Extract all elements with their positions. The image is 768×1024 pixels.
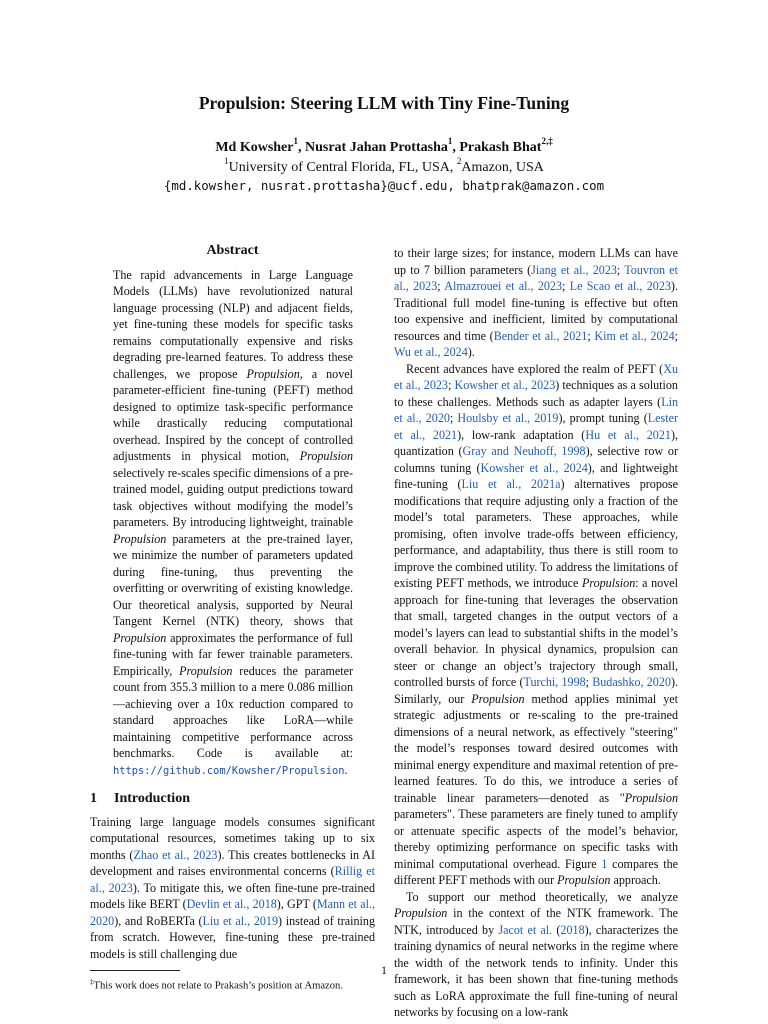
citation-link[interactable]: Jiang et al., 2023: [531, 262, 617, 277]
citation-link[interactable]: Devlin et al., 2018: [186, 897, 277, 911]
text-run: parameters at the pre-trained layer, we minimize the number of parameters updated during fine-tuning, thus preventing the overfitting or overwriting of existing knowledge. Our theoretical analysis, supported by Neural Tangent Kernel (NTK) theory, shows that: [113, 531, 353, 628]
emphasis-text: Propulsion: [299, 449, 353, 463]
emphasis-text: Propulsion: [557, 873, 611, 887]
text-run: , a novel parameter-efficient fine-tuning (PEFT) method designed to optimize task-specific performance while drastically reducing computational overhead. Inspired by the concept of controlled adjustments in physical motion,: [113, 366, 353, 463]
text-run: ;: [447, 378, 455, 392]
right-column: [394, 245, 678, 1021]
text-run: ), low-rank adaptation (: [457, 427, 586, 442]
text-run: in the context of the NTK framework. The NTK, introduced by: [394, 906, 678, 937]
text-run: ;: [585, 675, 593, 689]
citation-link[interactable]: Turchi, 1998: [523, 675, 586, 689]
body-paragraph: [394, 245, 678, 361]
citation-link[interactable]: Zhao et al., 2023: [133, 847, 218, 862]
citation-link[interactable]: Xu et al., 2023: [394, 361, 678, 392]
author-affiliation-mark: 1: [293, 136, 298, 147]
emphasis-text: Propulsion: [113, 531, 167, 546]
citation-link[interactable]: Hu et al., 2021: [585, 427, 671, 442]
emphasis-text: Propulsion: [113, 630, 167, 645]
emphasis-text: Propulsion: [471, 691, 525, 706]
text-run: compares the different PEFT methods with our: [394, 856, 678, 887]
intro-paragraph: [90, 814, 375, 963]
author-affiliation-mark: 2,‡: [541, 136, 553, 147]
citation-link[interactable]: Wu et al., 2024: [394, 345, 468, 359]
citation-link[interactable]: Kowsher et al., 2023: [454, 378, 556, 392]
footnote-mark: ‡: [90, 978, 94, 986]
affiliations: [0, 156, 768, 176]
citation-link[interactable]: Mann et al., 2020: [90, 897, 375, 928]
affiliation-text: Amazon, USA: [461, 160, 544, 175]
body-paragraph: [394, 361, 678, 889]
text-run: ), and RoBERTa (: [114, 913, 203, 928]
text-run: (: [552, 922, 561, 937]
text-run: ;: [616, 262, 625, 277]
citation-link[interactable]: Lin et al., 2020: [394, 394, 678, 425]
emphasis-text: Propulsion: [581, 576, 636, 590]
text-run: Recent advances have explored the realm of PEFT (: [406, 361, 664, 376]
text-run: ), GPT (: [276, 897, 317, 911]
citation-link[interactable]: Kim et al., 2024: [594, 328, 675, 343]
citation-link[interactable]: Almazrouei et al., 2023: [444, 279, 563, 293]
text-run: ) alternatives propose modifications that require adjusting only a fraction of the model’s total parameters. These approaches, while promising, often involve trade-offs between efficiency, performance, and adaptability, thus there is still room to improve the combined utility. To address the limitations of existing PEFT methods, we introduce: [394, 477, 678, 590]
citation-link[interactable]: 2018: [560, 922, 585, 937]
text-run: ), quantization (: [394, 427, 678, 458]
citation-link[interactable]: Bender et al., 2021: [493, 328, 588, 343]
left-column: [90, 243, 375, 994]
citation-link[interactable]: Lester et al., 2021: [394, 411, 678, 442]
citation-link[interactable]: Liu et al., 2019: [202, 913, 279, 928]
text-run: The rapid advancements in Large Language Models (LLMs) have revolutionized natural language processing (NLP) and adjacent fields, yet fine-tuning these models for specific tasks remains computationally expensive and risks degrading pre-learned features. To address these challenges, we propose: [113, 267, 353, 381]
text-run: reduces the parameter count from 355.3 million to a mere 0.086 million—achieving over a 10x reduction compared to standard approaches like LoRA—while maintaining competitive performance across benchmarks. Code is available at:: [113, 663, 353, 760]
citation-link[interactable]: Rillig et al., 2023: [90, 864, 376, 895]
emphasis-text: Propulsion: [179, 663, 233, 678]
text-run: ;: [674, 328, 678, 343]
author-emails: {md.kowsher, nusrat.prottasha}@ucf.edu, bhatprak@amazon.com: [163, 178, 605, 193]
affiliation-mark: 1: [224, 156, 229, 167]
text-run: to their large sizes; for instance, modern LLMs can have up to 7 billion parameters (: [394, 246, 678, 277]
text-run: selectively re-scales specific dimensions of a pre-trained model, guiding output predictions toward task objectives without modifying the model’s parameters. By introducing lightweight, trainable: [113, 465, 353, 529]
body-paragraph: [394, 889, 678, 1021]
paper-title: Propulsion: Steering LLM with Tiny Fine-Tuning: [198, 93, 570, 113]
text-run: ), selective row or columns tuning (: [394, 444, 678, 475]
text-run: ), prompt tuning (: [558, 411, 648, 425]
citation-link[interactable]: Jacot et al.: [498, 922, 553, 937]
section-title: Introduction: [114, 791, 190, 806]
text-run: : a novel approach for fine-tuning that leverages the observation that small, targeted changes in the output vectors of a model’s layers can lead to substantial shifts in the model’s overall behavior. In physical dynamics, propulsion can steer or change an object’s trajectory through small, controlled bursts of force (: [394, 576, 678, 689]
text-run: ) techniques as a solution to these challenges. Methods such as adapter layers (: [394, 378, 678, 409]
author-name: Nusrat Jahan Prottasha: [304, 140, 448, 155]
text-run: .: [344, 762, 348, 777]
emphasis-text: Propulsion: [624, 790, 678, 805]
text-run: ;: [449, 411, 458, 425]
section-heading-introduction: [90, 791, 375, 808]
affiliation-text: University of Central Florida, FL, USA,: [228, 160, 457, 175]
footnote-text: This work does not relate to Prakash’s position at Amazon.: [93, 980, 344, 992]
text-run: ;: [437, 279, 445, 293]
citation-link[interactable]: 1: [601, 856, 608, 871]
text-run: ), characterizes the training dynamics of neural networks in the regime where the width of the network tends to infinity. Under this framework, it has been shown that fine-tuning methods such as LoRA approximate the full fine-tuning of neural networks by focusing on a low-rank: [394, 922, 678, 1019]
text-run: ;: [562, 279, 570, 293]
citation-link[interactable]: Liu et al., 2021a: [461, 477, 561, 491]
text-run: To support our method theoretically, we analyze: [406, 889, 678, 904]
text-run: method applies minimal yet strategic adjustments or re-scaling to the pre-trained dimensions of a neural network, as effectively "steering" the model’s responses toward desired outcomes with minimal energy expenditure and maximal retention of pre-learned features. To do this, we introduce a series of trainable linear parameters—denoted as ": [394, 691, 678, 805]
affiliation-mark: 2: [456, 156, 462, 167]
abstract-body: [113, 267, 353, 780]
code-url-link[interactable]: https://github.com/Kowsher/Propulsion: [113, 764, 345, 777]
text-run: ). To mitigate this, we often fine-tune pre-trained models like BERT (: [90, 880, 375, 911]
text-run: approximates the performance of full fine-tuning with far fewer trainable parameters. Empirically,: [113, 630, 353, 678]
author-name: Md Kowsher: [215, 140, 294, 155]
text-run: parameters". These parameters are finely tuned to amplify or attenuate specific aspects of the model’s behavior, thereby optimizing performance on specific tasks with minimal computational overhead. Figure: [394, 807, 678, 871]
section-number: 1: [90, 791, 97, 806]
author-name: Prakash Bhat: [459, 140, 542, 155]
citation-link[interactable]: Kowsher et al., 2024: [480, 460, 588, 475]
text-run: ).: [467, 345, 475, 359]
abstract-heading: Abstract: [206, 243, 259, 258]
text-run: ). Traditional full model fine-tuning is effective but often too expensive and inefficient, limited by computational resources and time (: [394, 279, 678, 343]
text-run: ;: [587, 328, 595, 343]
emphasis-text: Propulsion: [246, 366, 300, 381]
text-run: ) instead of training from scratch. However, fine-tuning these pre-trained models is still challenging due: [90, 913, 375, 961]
author-list: Md Kowsher$^1$, Nusrat Jahan Prottasha$^1$, Prakash Bhat$^{2,\ddagger}$: [215, 136, 553, 155]
page-number: 1: [381, 963, 387, 977]
citation-link[interactable]: Budashko, 2020: [592, 675, 671, 689]
author-affiliation-mark: 1: [447, 136, 453, 147]
text-run: approach.: [610, 873, 661, 887]
citation-link[interactable]: Touvron et al., 2023: [394, 262, 678, 293]
citation-link[interactable]: Gray and Neuhoff, 1998: [462, 444, 586, 458]
text-run: ). This creates bottlenecks in AI development and raises environmental concerns (: [90, 847, 376, 878]
citation-link[interactable]: Le Scao et al., 2023: [569, 279, 671, 293]
text-run: ). Similarly, our: [394, 675, 678, 706]
emphasis-text: Propulsion: [394, 906, 448, 920]
citation-link[interactable]: Houlsby et al., 2019: [457, 411, 559, 425]
text-run: ), and lightweight fine-tuning (: [394, 460, 678, 491]
text-run: Training large language models consumes significant computational resources, sometimes taking up to six months (: [90, 814, 375, 862]
